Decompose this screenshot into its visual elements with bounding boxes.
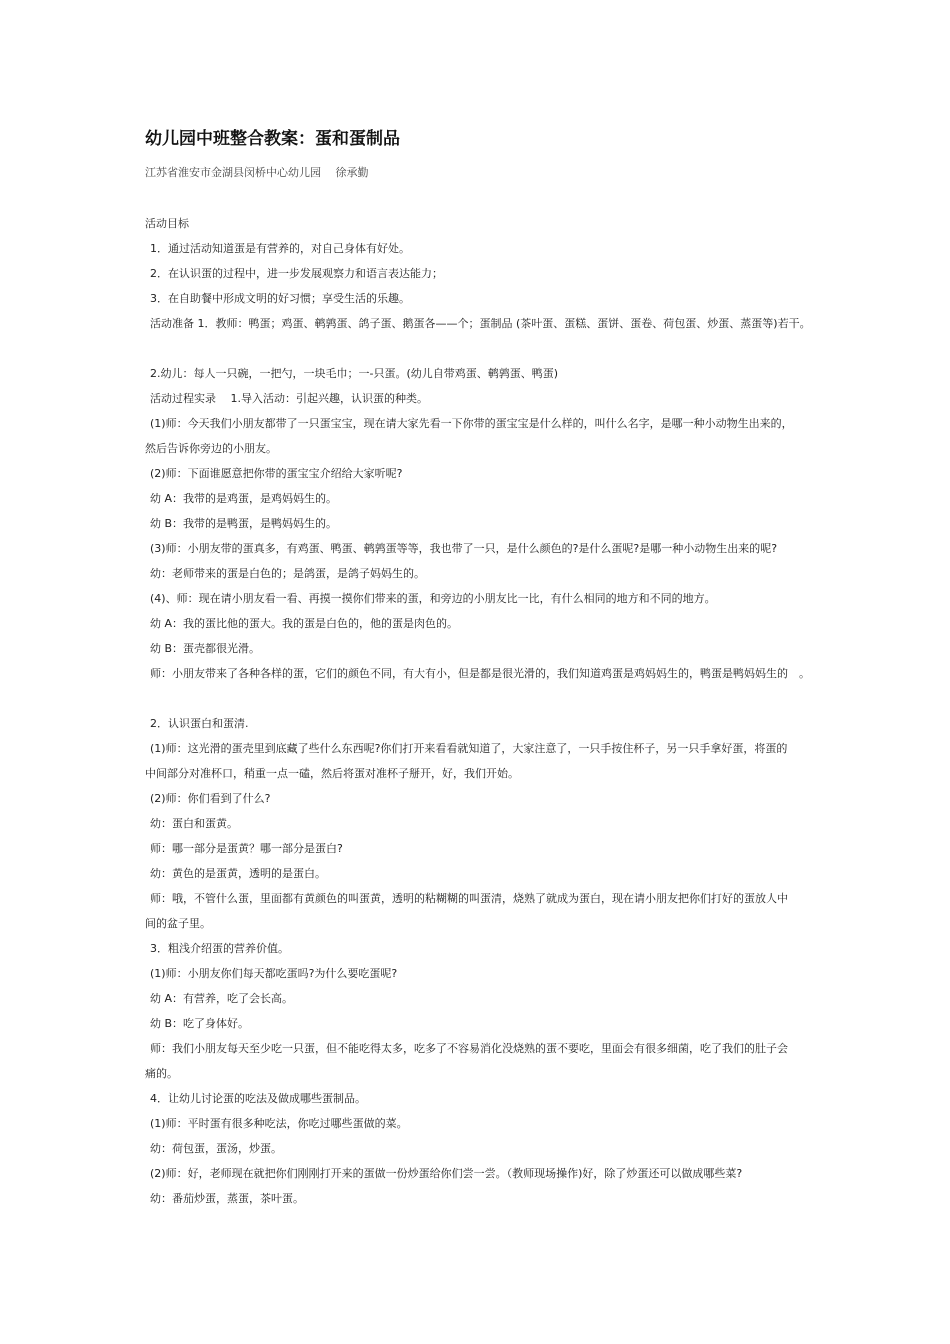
paragraph-line: 3．粗浅介绍蛋的营养价值。 — [150, 942, 289, 955]
paragraph-line: 活动目标 — [145, 217, 189, 230]
paragraph-line: 3．在自助餐中形成文明的好习惯；享受生活的乐趣。 — [150, 292, 410, 305]
paragraph-line: (4)、师：现在请小朋友看一看、再摸一摸你们带来的蛋，和旁边的小朋友比一比，有什么相同的地方和不同的地方。 — [150, 592, 716, 605]
paragraph-line: 然后告诉你旁边的小朋友。 — [145, 442, 277, 455]
paragraph-line: 师：我们小朋友每天至少吃一只蛋，但不能吃得太多，吃多了不容易消化没烧熟的蛋不要吃，里面会有很多细菌，吃了我们的肚子会 — [150, 1042, 788, 1055]
blank-line — [145, 336, 820, 361]
paragraph-line: (2)师：下面谁愿意把你带的蛋宝宝介绍给大家听呢? — [150, 467, 403, 480]
paragraph-line: 4．让幼儿讨论蛋的吃法及做成哪些蛋制品。 — [150, 1092, 366, 1105]
paragraph-line: 幼 B：蛋壳都很光滑。 — [150, 642, 261, 655]
paragraph-line: 师：小朋友带来了各种各样的蛋，它们的颜色不同，有大有小，但是都是很光滑的，我们知道鸡蛋是鸡妈妈生的，鸭蛋是鸭妈妈生的 。 — [150, 667, 810, 680]
paragraph-line: (2)师：你们看到了什么? — [150, 792, 271, 805]
paragraph-line: (1)师：这光滑的蛋壳里到底藏了些什么东西呢?你们打开来看看就知道了，大家注意了，一只手按住杯子，另一只手拿好蛋，将蛋的 — [150, 742, 788, 755]
paragraph-line: (3)师：小朋友带的蛋真多，有鸡蛋、鸭蛋、鹌鹑蛋等等，我也带了一只，是什么颜色的?是什么蛋呢?是哪一种小动物生出来的呢? — [150, 542, 778, 555]
paragraph-line: 间的盆子里。 — [145, 917, 211, 930]
paragraph-line: 活动准备 1．教师：鸭蛋；鸡蛋、鹌鹑蛋、鸽子蛋、鹅蛋各——个；蛋制品 (茶叶蛋、蛋糕、蛋饼、蛋卷、荷包蛋、炒蛋、蒸蛋等)若干。 — [150, 317, 811, 330]
paragraph-line: 师：哪一部分是蛋黄？哪一部分是蛋白? — [150, 842, 343, 855]
paragraph-line: 幼：老师带来的蛋是白色的；是鸽蛋，是鸽子妈妈生的。 — [150, 567, 425, 580]
paragraph-line: (1)师：平时蛋有很多种吃法，你吃过哪些蛋做的菜。 — [150, 1117, 408, 1130]
paragraph-line: 中间部分对准杯口，稍重一点一磕，然后将蛋对准杯子掰开，好，我们开始。 — [145, 767, 519, 780]
paragraph-line: 师：哦，不管什么蛋，里面都有黄颜色的叫蛋黄，透明的粘糊糊的叫蛋清，烧熟了就成为蛋白，现在请小朋友把你们打好的蛋放人中 — [150, 892, 788, 905]
paragraph-line: 幼：黄色的是蛋黄，透明的是蛋白。 — [150, 867, 326, 880]
paragraph-line: 幼 A：有营养，吃了会长高。 — [150, 992, 294, 1005]
paragraph-line: 幼 A：我的蛋比他的蛋大。我的蛋是白色的，他的蛋是肉色的。 — [150, 617, 459, 630]
paragraph-line: 幼：蛋白和蛋黄。 — [150, 817, 238, 830]
paragraph-line: 2．认识蛋白和蛋清. — [150, 717, 249, 730]
paragraph-line: 幼：番茄炒蛋，蒸蛋，茶叶蛋。 — [150, 1192, 304, 1205]
document-title: 幼儿园中班整合教案：蛋和蛋制品 — [145, 129, 400, 149]
paragraph-line: 幼 B：我带的是鸭蛋，是鸭妈妈生的。 — [150, 517, 338, 530]
paragraph-line: 幼 A：我带的是鸡蛋，是鸡妈妈生的。 — [150, 492, 338, 505]
paragraph-line: 幼 B：吃了身体好。 — [150, 1017, 250, 1030]
blank-line — [145, 686, 820, 711]
paragraph-line: 2．在认识蛋的过程中，进一步发展观察力和语言表达能力； — [150, 267, 443, 280]
document-body — [145, 211, 820, 1211]
document-author: 江苏省淮安市金湖县闵桥中心幼儿园 徐承勤 — [145, 166, 369, 179]
paragraph-line: 痛的。 — [145, 1067, 178, 1080]
paragraph-line: 幼：荷包蛋，蛋汤，炒蛋。 — [150, 1142, 282, 1155]
paragraph-line: 2.幼儿：每人一只碗，一把勺，一块毛巾；一-只蛋。(幼儿自带鸡蛋、鹌鹑蛋、鸭蛋) — [150, 367, 559, 380]
paragraph-line: (1)师：小朋友你们每天都吃蛋吗?为什么要吃蛋呢? — [150, 967, 398, 980]
paragraph-line: (2)师：好，老师现在就把你们刚刚打开来的蛋做一份炒蛋给你们尝一尝。（教师现场操作)好，除了炒蛋还可以做成哪些菜? — [150, 1167, 743, 1180]
paragraph-line: 1．通过活动知道蛋是有营养的，对自己身体有好处。 — [150, 242, 410, 255]
paragraph-line: (1)师：今天我们小朋友都带了一只蛋宝宝，现在请大家先看一下你带的蛋宝宝是什么样的，叫什么名字，是哪一种小动物生出来的， — [150, 417, 793, 430]
paragraph-line: 活动过程实录 1.导入活动：引起兴趣，认识蛋的种类。 — [150, 392, 428, 405]
